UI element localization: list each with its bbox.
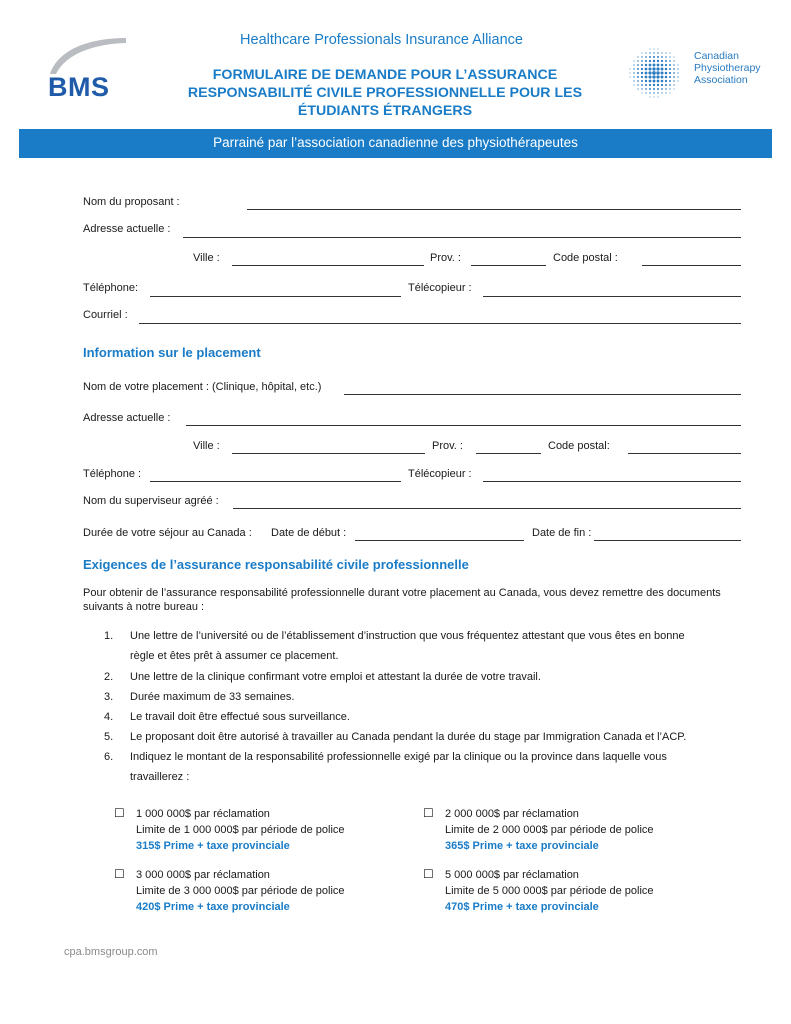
option-4: [445, 867, 654, 915]
end-date-label: Date de fin :: [532, 527, 592, 539]
placement-fax-label: Télécopieur :: [408, 468, 472, 480]
placement-city-field[interactable]: [232, 453, 425, 454]
applicant-address-field[interactable]: [183, 237, 741, 238]
list-item: Une lettre de la clinique confirmant votre emploi et attestant la durée de votre travail.: [130, 671, 541, 683]
option-claim: 3 000 000$ par réclamation: [136, 869, 270, 881]
sponsor-banner: Parrainé par l’association canadienne des physiothérapeutes: [19, 129, 772, 158]
option-claim: 1 000 000$ par réclamation: [136, 808, 270, 820]
applicant-fax-field[interactable]: [483, 296, 741, 297]
option-premium: 420$ Prime + taxe provinciale: [136, 901, 290, 913]
placement-fax-field[interactable]: [483, 481, 741, 482]
placement-phone-label: Téléphone :: [83, 468, 142, 480]
option-premium: 470$ Prime + taxe provinciale: [445, 901, 599, 913]
applicant-city-field[interactable]: [232, 265, 424, 266]
applicant-name-label: Nom du proposant :: [83, 196, 180, 208]
duration-label: Durée de votre séjour au Canada :: [83, 527, 252, 539]
list-item: Une lettre de l’université ou de l’établissement d’instruction que vous fréquentez attestant que vous êtes en bonne règle et êtes prêt à assumer ce placement.: [130, 630, 685, 662]
start-date-field[interactable]: [355, 540, 524, 541]
option-limit: Limite de 5 000 000$ par période de police: [445, 885, 654, 897]
supervisor-field[interactable]: [233, 508, 741, 509]
supervisor-label: Nom du superviseur agréé :: [83, 495, 219, 507]
option-claim: 2 000 000$ par réclamation: [445, 808, 579, 820]
applicant-phone-label: Téléphone:: [83, 282, 139, 294]
applicant-postal-label: Code postal :: [553, 252, 618, 264]
placement-prov-label: Prov. :: [432, 440, 463, 452]
applicant-email-label: Courriel :: [83, 309, 128, 321]
placement-heading: Information sur le placement: [83, 345, 261, 360]
list-item-number: 6.: [104, 751, 114, 763]
applicant-postal-field[interactable]: [642, 265, 741, 266]
list-item: Le proposant doit être autorisé à travailler au Canada pendant la durée du stage par Immigration Canada et l’ACP.: [130, 731, 687, 743]
applicant-email-field[interactable]: [139, 323, 741, 324]
placement-name-label: Nom de votre placement : (Clinique, hôpital, etc.): [83, 381, 322, 393]
end-date-field[interactable]: [594, 540, 741, 541]
option-3-checkbox[interactable]: ☐: [114, 867, 125, 881]
form-title: FORMULAIRE DE DEMANDE POUR L’ASSURANCE RESPONSABILITÉ CIVILE PROFESSIONNELLE POUR LES ÉTUDIANTS ÉTRANGERS: [187, 67, 583, 119]
applicant-address-label: Adresse actuelle :: [83, 223, 171, 235]
option-2: [445, 806, 654, 854]
placement-postal-label: Code postal:: [548, 440, 610, 452]
applicant-city-label: Ville :: [193, 252, 220, 264]
list-item-number: 3.: [104, 691, 114, 703]
org-name: Healthcare Professionals Insurance Alliance: [240, 32, 523, 48]
option-4-checkbox[interactable]: ☐: [423, 867, 434, 881]
option-claim: 5 000 000$ par réclamation: [445, 869, 579, 881]
option-1-checkbox[interactable]: ☐: [114, 806, 125, 820]
option-2-checkbox[interactable]: ☐: [423, 806, 434, 820]
cpa-text: Canadian Physiotherapy Association: [694, 50, 761, 86]
bms-logo-text: BMS: [48, 72, 110, 102]
list-item-number: 5.: [104, 731, 114, 743]
footer-url[interactable]: cpa.bmsgroup.com: [64, 946, 158, 958]
list-item: Durée maximum de 33 semaines.: [130, 691, 295, 703]
list-item: Le travail doit être effectué sous surveillance.: [130, 711, 350, 723]
applicant-name-field[interactable]: [247, 209, 741, 210]
option-1: [136, 806, 345, 854]
applicant-prov-label: Prov. :: [430, 252, 461, 264]
placement-name-field[interactable]: [344, 394, 741, 395]
cpa-dots-icon: [624, 47, 686, 101]
list-item-number: 1.: [104, 630, 114, 642]
placement-address-label: Adresse actuelle :: [83, 412, 171, 424]
cpa-logo: [624, 47, 764, 101]
option-limit: Limite de 2 000 000$ par période de police: [445, 824, 654, 836]
placement-postal-field[interactable]: [628, 453, 741, 454]
applicant-prov-field[interactable]: [471, 265, 546, 266]
placement-city-label: Ville :: [193, 440, 220, 452]
list-item-number: 2.: [104, 671, 114, 683]
option-limit: Limite de 3 000 000$ par période de police: [136, 885, 345, 897]
option-3: [136, 867, 345, 915]
option-limit: Limite de 1 000 000$ par période de police: [136, 824, 345, 836]
list-item: Indiquez le montant de la responsabilité professionnelle exigé par la clinique ou la province dans laquelle vous travaillerez :: [130, 751, 667, 783]
requirements-intro: Pour obtenir de l’assurance responsabilité professionnelle durant votre placement au Canada, vous devez remettre des documents suivants à notre bureau :: [83, 587, 721, 613]
option-premium: 365$ Prime + taxe provinciale: [445, 840, 599, 852]
requirements-heading: Exigences de l’assurance responsabilité civile professionnelle: [83, 557, 469, 572]
placement-address-field[interactable]: [186, 425, 741, 426]
applicant-fax-label: Télécopieur :: [408, 282, 472, 294]
placement-phone-field[interactable]: [150, 481, 401, 482]
applicant-phone-field[interactable]: [150, 296, 401, 297]
list-item-number: 4.: [104, 711, 114, 723]
placement-prov-field[interactable]: [476, 453, 541, 454]
option-premium: 315$ Prime + taxe provinciale: [136, 840, 290, 852]
start-date-label: Date de début :: [271, 527, 347, 539]
